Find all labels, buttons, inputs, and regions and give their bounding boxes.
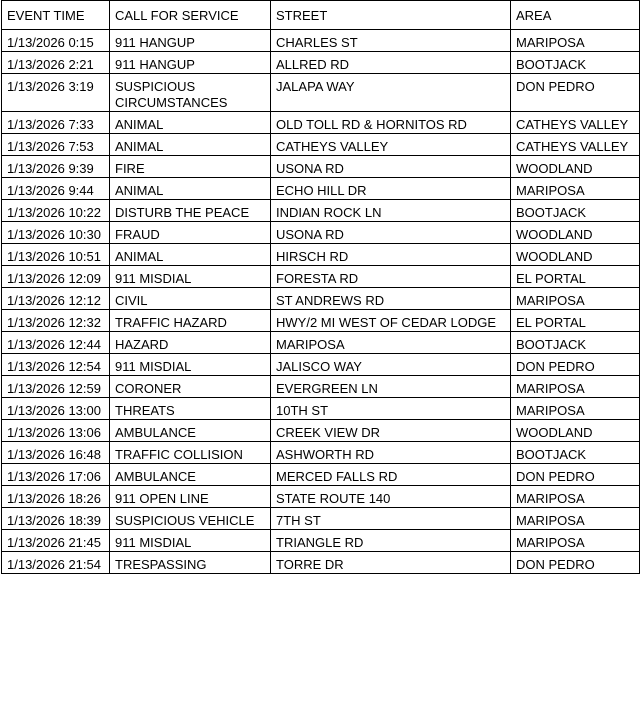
street-cell: 10TH ST [271, 398, 511, 420]
street-cell: TORRE DR [271, 552, 511, 574]
event-time-cell: 1/13/2026 9:44 [2, 178, 110, 200]
street-cell: USONA RD [271, 156, 511, 178]
event-time-cell: 1/13/2026 21:54 [2, 552, 110, 574]
table-row [2, 464, 640, 486]
table-row [2, 552, 640, 574]
area-cell: MARIPOSA [511, 508, 640, 530]
area-cell: BOOTJACK [511, 442, 640, 464]
area-cell: DON PEDRO [511, 464, 640, 486]
table-row [2, 332, 640, 354]
street-cell: 7TH ST [271, 508, 511, 530]
area-cell: DON PEDRO [511, 74, 640, 112]
table-row [2, 376, 640, 398]
call-for-service-cell: CORONER [110, 376, 271, 398]
street-cell: MARIPOSA [271, 332, 511, 354]
call-log-table [1, 0, 640, 574]
area-cell: MARIPOSA [511, 530, 640, 552]
event-time-cell: 1/13/2026 13:00 [2, 398, 110, 420]
street-cell: FORESTA RD [271, 266, 511, 288]
table-row [2, 244, 640, 266]
call-for-service-cell: 911 MISDIAL [110, 266, 271, 288]
area-cell: BOOTJACK [511, 52, 640, 74]
area-cell: WOODLAND [511, 156, 640, 178]
area-cell: BOOTJACK [511, 200, 640, 222]
event-time-cell: 1/13/2026 0:15 [2, 30, 110, 52]
event-time-cell: 1/13/2026 12:54 [2, 354, 110, 376]
street-cell: ECHO HILL DR [271, 178, 511, 200]
call-for-service-cell: TRAFFIC HAZARD [110, 310, 271, 332]
call-for-service-cell: ANIMAL [110, 244, 271, 266]
header-event-time: EVENT TIME [2, 1, 110, 30]
event-time-cell: 1/13/2026 12:32 [2, 310, 110, 332]
area-cell: WOODLAND [511, 244, 640, 266]
call-for-service-cell: TRAFFIC COLLISION [110, 442, 271, 464]
call-for-service-cell: 911 HANGUP [110, 52, 271, 74]
call-for-service-cell: TRESPASSING [110, 552, 271, 574]
street-cell: ASHWORTH RD [271, 442, 511, 464]
event-time-cell: 1/13/2026 10:51 [2, 244, 110, 266]
table-row [2, 288, 640, 310]
call-for-service-cell: 911 OPEN LINE [110, 486, 271, 508]
area-cell: WOODLAND [511, 222, 640, 244]
header-street: STREET [271, 1, 511, 30]
area-cell: BOOTJACK [511, 332, 640, 354]
area-cell: MARIPOSA [511, 376, 640, 398]
street-cell: ST ANDREWS RD [271, 288, 511, 310]
call-for-service-cell: DISTURB THE PEACE [110, 200, 271, 222]
table-row [2, 52, 640, 74]
event-time-cell: 1/13/2026 2:21 [2, 52, 110, 74]
area-cell: WOODLAND [511, 420, 640, 442]
table-row [2, 508, 640, 530]
street-cell: CATHEYS VALLEY [271, 134, 511, 156]
table-header [2, 1, 640, 30]
table-row [2, 486, 640, 508]
street-cell: CREEK VIEW DR [271, 420, 511, 442]
table-row [2, 222, 640, 244]
table-row [2, 354, 640, 376]
event-time-cell: 1/13/2026 18:26 [2, 486, 110, 508]
area-cell: EL PORTAL [511, 266, 640, 288]
table-row [2, 310, 640, 332]
area-cell: MARIPOSA [511, 178, 640, 200]
street-cell: HWY/2 MI WEST OF CEDAR LODGE [271, 310, 511, 332]
area-cell: EL PORTAL [511, 310, 640, 332]
header-row [2, 1, 640, 30]
event-time-cell: 1/13/2026 7:33 [2, 112, 110, 134]
area-cell: DON PEDRO [511, 552, 640, 574]
event-time-cell: 1/13/2026 3:19 [2, 74, 110, 112]
call-for-service-cell: 911 MISDIAL [110, 354, 271, 376]
area-cell: DON PEDRO [511, 354, 640, 376]
event-time-cell: 1/13/2026 9:39 [2, 156, 110, 178]
area-cell: MARIPOSA [511, 30, 640, 52]
event-time-cell: 1/13/2026 10:22 [2, 200, 110, 222]
event-time-cell: 1/13/2026 17:06 [2, 464, 110, 486]
table-body [2, 30, 640, 574]
table-row [2, 74, 640, 112]
area-cell: CATHEYS VALLEY [511, 112, 640, 134]
table-row [2, 398, 640, 420]
event-time-cell: 1/13/2026 18:39 [2, 508, 110, 530]
area-cell: CATHEYS VALLEY [511, 134, 640, 156]
area-cell: MARIPOSA [511, 486, 640, 508]
street-cell: INDIAN ROCK LN [271, 200, 511, 222]
street-cell: STATE ROUTE 140 [271, 486, 511, 508]
call-for-service-cell: FIRE [110, 156, 271, 178]
table-row [2, 530, 640, 552]
table-row [2, 200, 640, 222]
header-area: AREA [511, 1, 640, 30]
event-time-cell: 1/13/2026 12:59 [2, 376, 110, 398]
call-for-service-cell: ANIMAL [110, 112, 271, 134]
table-row [2, 266, 640, 288]
event-time-cell: 1/13/2026 7:53 [2, 134, 110, 156]
street-cell: CHARLES ST [271, 30, 511, 52]
street-cell: JALAPA WAY [271, 74, 511, 112]
street-cell: USONA RD [271, 222, 511, 244]
table-row [2, 442, 640, 464]
street-cell: MERCED FALLS RD [271, 464, 511, 486]
street-cell: ALLRED RD [271, 52, 511, 74]
area-cell: MARIPOSA [511, 288, 640, 310]
street-cell: OLD TOLL RD & HORNITOS RD [271, 112, 511, 134]
street-cell: JALISCO WAY [271, 354, 511, 376]
call-for-service-cell: THREATS [110, 398, 271, 420]
event-time-cell: 1/13/2026 16:48 [2, 442, 110, 464]
call-for-service-cell: AMBULANCE [110, 464, 271, 486]
event-time-cell: 1/13/2026 13:06 [2, 420, 110, 442]
street-cell: TRIANGLE RD [271, 530, 511, 552]
table-row [2, 30, 640, 52]
table-row [2, 112, 640, 134]
event-time-cell: 1/13/2026 12:12 [2, 288, 110, 310]
event-time-cell: 1/13/2026 12:09 [2, 266, 110, 288]
call-for-service-cell: HAZARD [110, 332, 271, 354]
call-for-service-cell: CIVIL [110, 288, 271, 310]
street-cell: EVERGREEN LN [271, 376, 511, 398]
call-for-service-cell: SUSPICIOUS VEHICLE [110, 508, 271, 530]
call-for-service-cell: FRAUD [110, 222, 271, 244]
header-call-for-service: CALL FOR SERVICE [110, 1, 271, 30]
event-time-cell: 1/13/2026 10:30 [2, 222, 110, 244]
table-row [2, 178, 640, 200]
call-for-service-cell: ANIMAL [110, 178, 271, 200]
table-row [2, 156, 640, 178]
call-for-service-cell: SUSPICIOUS CIRCUMSTANCES [110, 74, 271, 112]
call-for-service-cell: ANIMAL [110, 134, 271, 156]
area-cell: MARIPOSA [511, 398, 640, 420]
event-time-cell: 1/13/2026 21:45 [2, 530, 110, 552]
street-cell: HIRSCH RD [271, 244, 511, 266]
call-for-service-cell: 911 HANGUP [110, 30, 271, 52]
table-row [2, 134, 640, 156]
table-row [2, 420, 640, 442]
call-for-service-cell: 911 MISDIAL [110, 530, 271, 552]
event-time-cell: 1/13/2026 12:44 [2, 332, 110, 354]
call-for-service-cell: AMBULANCE [110, 420, 271, 442]
